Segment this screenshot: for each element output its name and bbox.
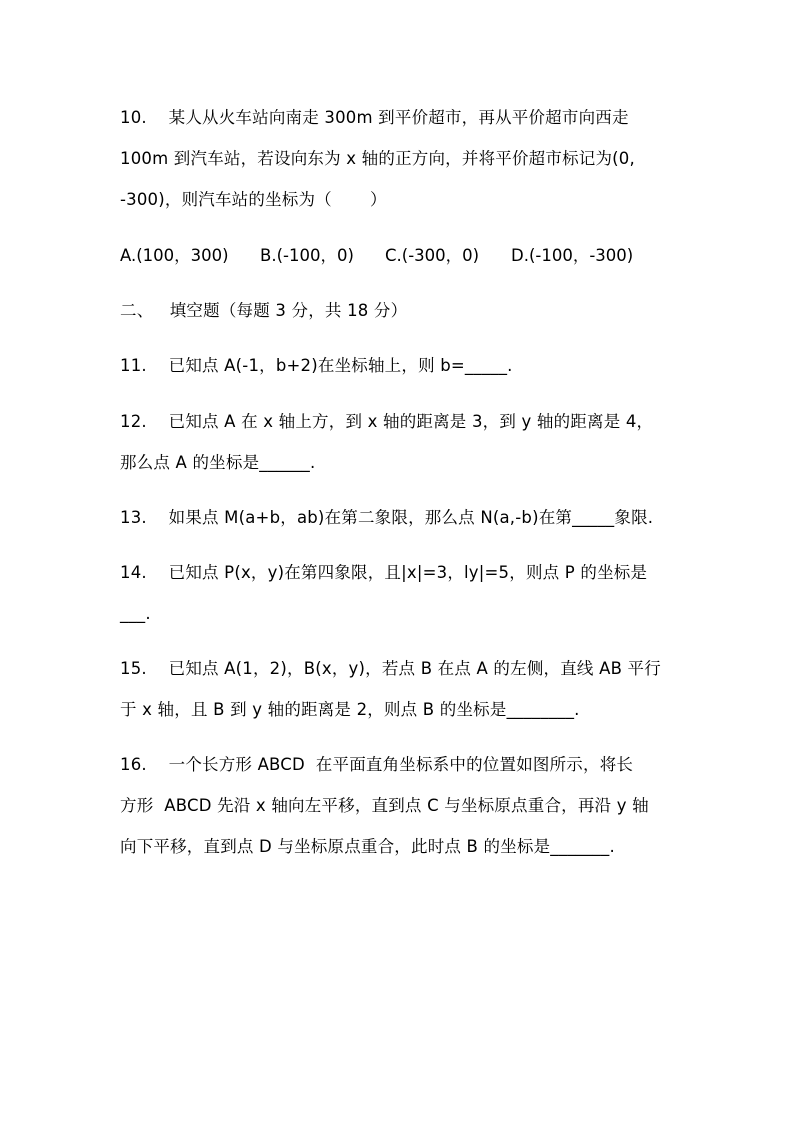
question-16-line-1: 16. 一个长方形 ABCD 在平面直角坐标系中的位置如图所示，将长 [120, 755, 634, 774]
option-c: C.(-300，0) [385, 246, 480, 265]
question-15-line-1: 15. 已知点 A(1，2)，B(x，y)，若点 B 在点 A 的左侧，直线 AB 平行 [120, 659, 661, 678]
section-heading: 二、 填空题（每题 3 分，共 18 分） [120, 301, 408, 320]
question-12-line-1: 12. 已知点 A 在 x 轴上方，到 x 轴的距离是 3，到 y 轴的距离是 4， [120, 412, 654, 431]
question-10-line-3: -300)，则汽车站的坐标为（ ） [120, 190, 387, 209]
question-16-line-2: 方形 ABCD 先沿 x 轴向左平移，直到点 C 与坐标原点重合，再沿 y 轴 [120, 796, 649, 815]
question-16-line-3: 向下平移，直到点 D 与坐标原点重合，此时点 B 的坐标是_______. [120, 837, 615, 856]
question-12-line-2: 那么点 A 的坐标是______. [120, 453, 316, 472]
question-14-line-1: 14. 已知点 P(x，y)在第四象限，且|x|=3，ly|=5，则点 P 的坐标是 [120, 563, 648, 582]
option-b: B.(-100，0) [260, 246, 354, 265]
question-14-line-2: ___. [120, 604, 151, 623]
question-10-line-1: 10. 某人从火车站向南走 300m 到平价超市，再从平价超市向西走 [120, 108, 629, 127]
question-10-line-2: 100m 到汽车站，若设向东为 x 轴的正方向，并将平价超市标记为(0, [120, 149, 635, 168]
question-15-line-2: 于 x 轴，且 B 到 y 轴的距离是 2，则点 B 的坐标是________. [120, 700, 580, 719]
question-11: 11. 已知点 A(-1，b+2)在坐标轴上，则 b=_____. [120, 356, 513, 375]
question-13: 13. 如果点 M(a+b，ab)在第二象限，那么点 N(a,-b)在第_____象限. [120, 508, 654, 527]
question-10-options [120, 244, 634, 268]
option-d: D.(-100，-300) [511, 246, 634, 265]
option-a: A.(100，300) [120, 246, 229, 265]
